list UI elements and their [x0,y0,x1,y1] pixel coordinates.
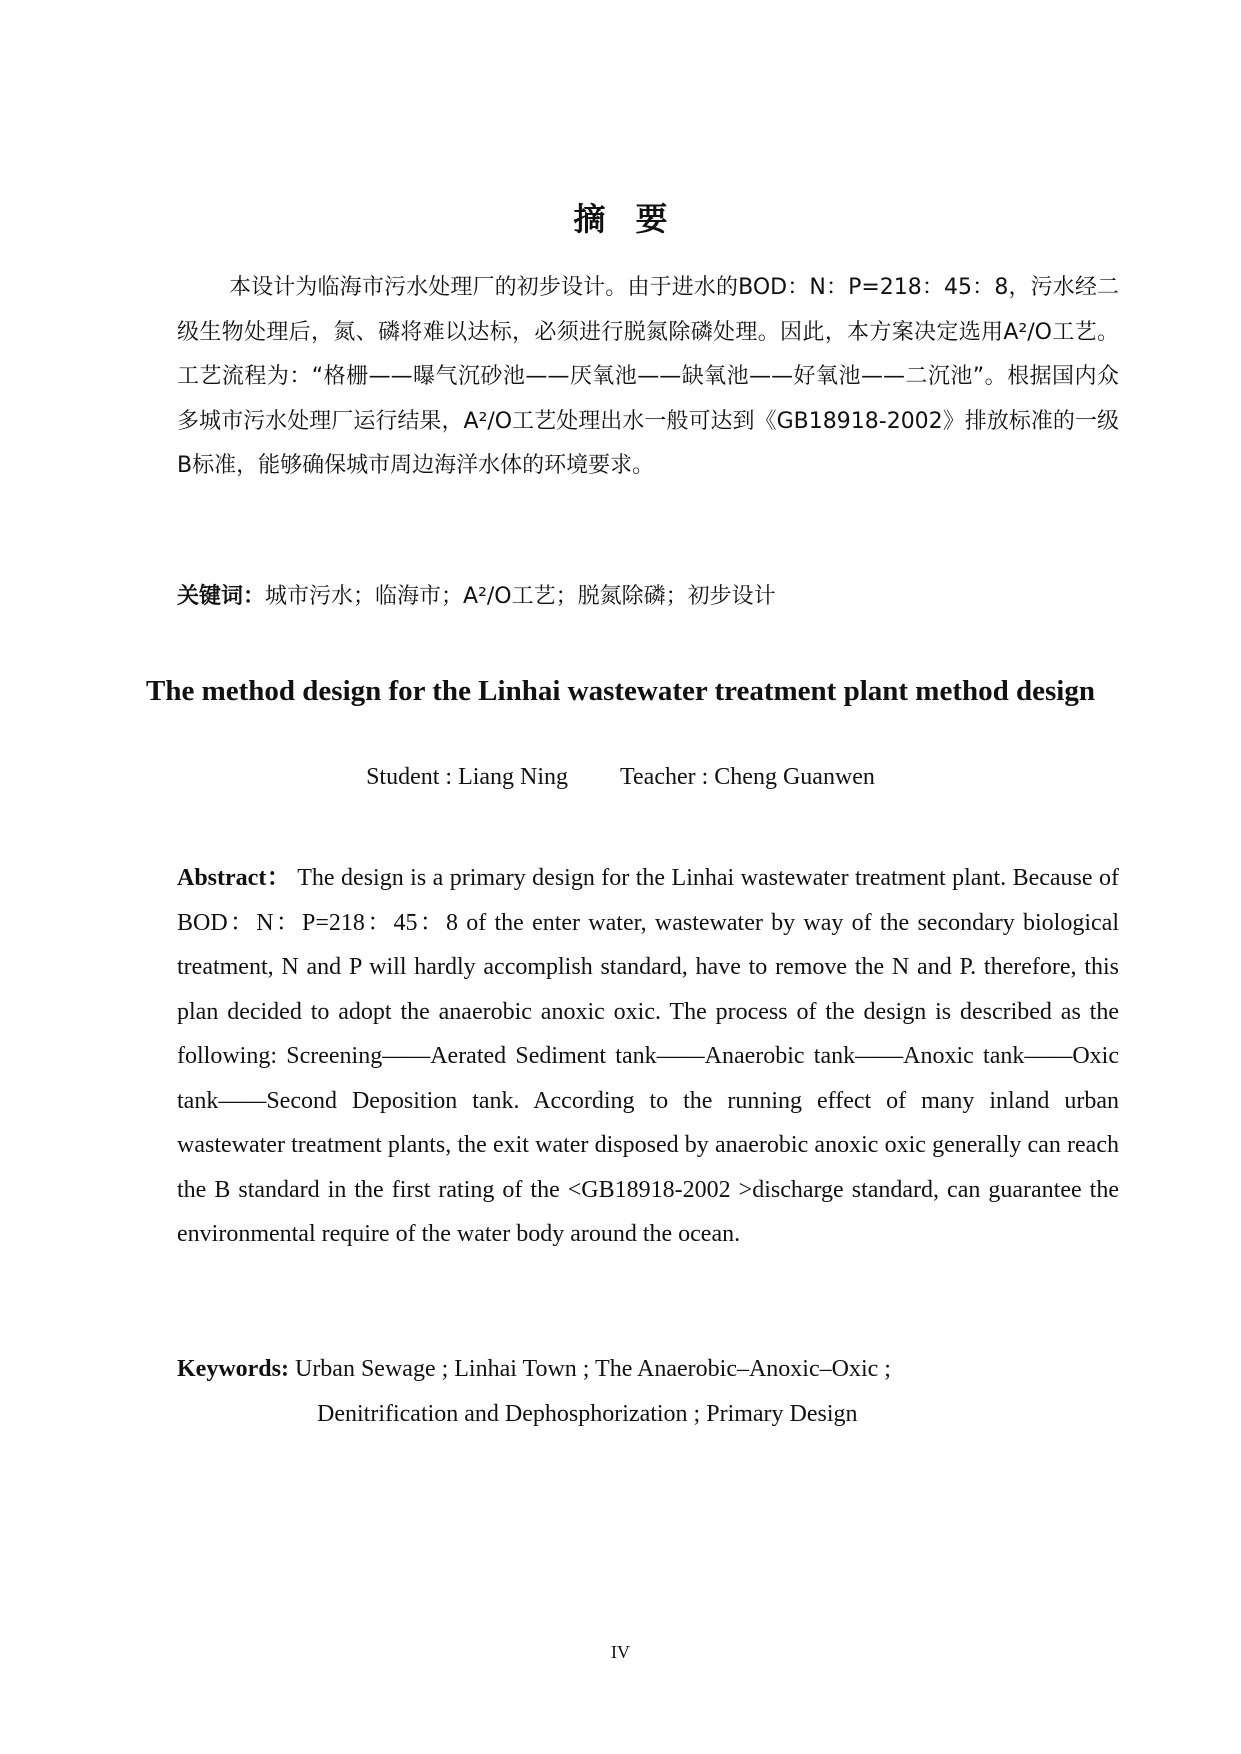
english-keywords-line1: Urban Sewage ; Linhai Town ; The Anaerobic–Anoxic–Oxic ; [294,1356,891,1382]
chinese-keywords-label: 关键词： [177,584,266,609]
chinese-keywords [177,581,1119,613]
english-keywords-line2: Denitrification and Dephosphorization ; Primary Design [317,1400,858,1427]
author-byline [0,761,1241,793]
english-keywords-label: Keywords: [177,1356,289,1382]
english-abstract-body: The design is a primary design for the Linhai wastewater treatment plant. Because of BOD：N：P=218：45：8 of the enter water, wastewater by way of the secondary biological treatment, N and P will hardly accomplish standard, have to remove the N and P. therefore, this plan decided to adopt the anaerobic anoxic oxic. The process of the design is described as the following: Screening——Aerated Sediment tank——Anaerobic tank——Anoxic tank——Oxic tank——Second Deposition tank. According to the running effect of many inland urban wastewater treatment plants, the exit water disposed by anaerobic anoxic oxic generally can reach the B standard in the first rating of the <GB18918-2002 >discharge standard, can guarantee the environmental require of the water body around the ocean. [177,865,1119,1247]
chinese-abstract-title: 摘要 [573,200,698,239]
english-keywords [177,1347,1119,1436]
english-abstract [177,856,1119,1257]
english-abstract-label: Abstract： [177,865,292,891]
chinese-keywords-text: 城市污水；临海市；A²/O工艺；脱氮除磷；初步设计 [265,584,776,609]
english-title: The method design for the Linhai wastewater treatment plant method design [146,675,1095,707]
student-name: Student : Liang Ning [366,764,569,790]
page-number: IV [611,1642,630,1662]
chinese-abstract-body: 本设计为临海市污水处理厂的初步设计。由于进水的BOD：N：P=218：45：8，污水经二级生物处理后，氮、磷将难以达标，必须进行脱氮除磷处理。因此，本方案决定选用A²/O工艺。工艺流程为：“格栅——曝气沉砂池——厌氧池——缺氧池——好氧池——二沉池”。根据国内众多城市污水处理厂运行结果，A²/O工艺处理出水一般可达到《GB18918-2002》排放标准的一级B标准，能够确保城市周边海洋水体的环境要求。 [177,275,1119,478]
teacher-name: Teacher : Cheng Guanwen [620,764,875,790]
